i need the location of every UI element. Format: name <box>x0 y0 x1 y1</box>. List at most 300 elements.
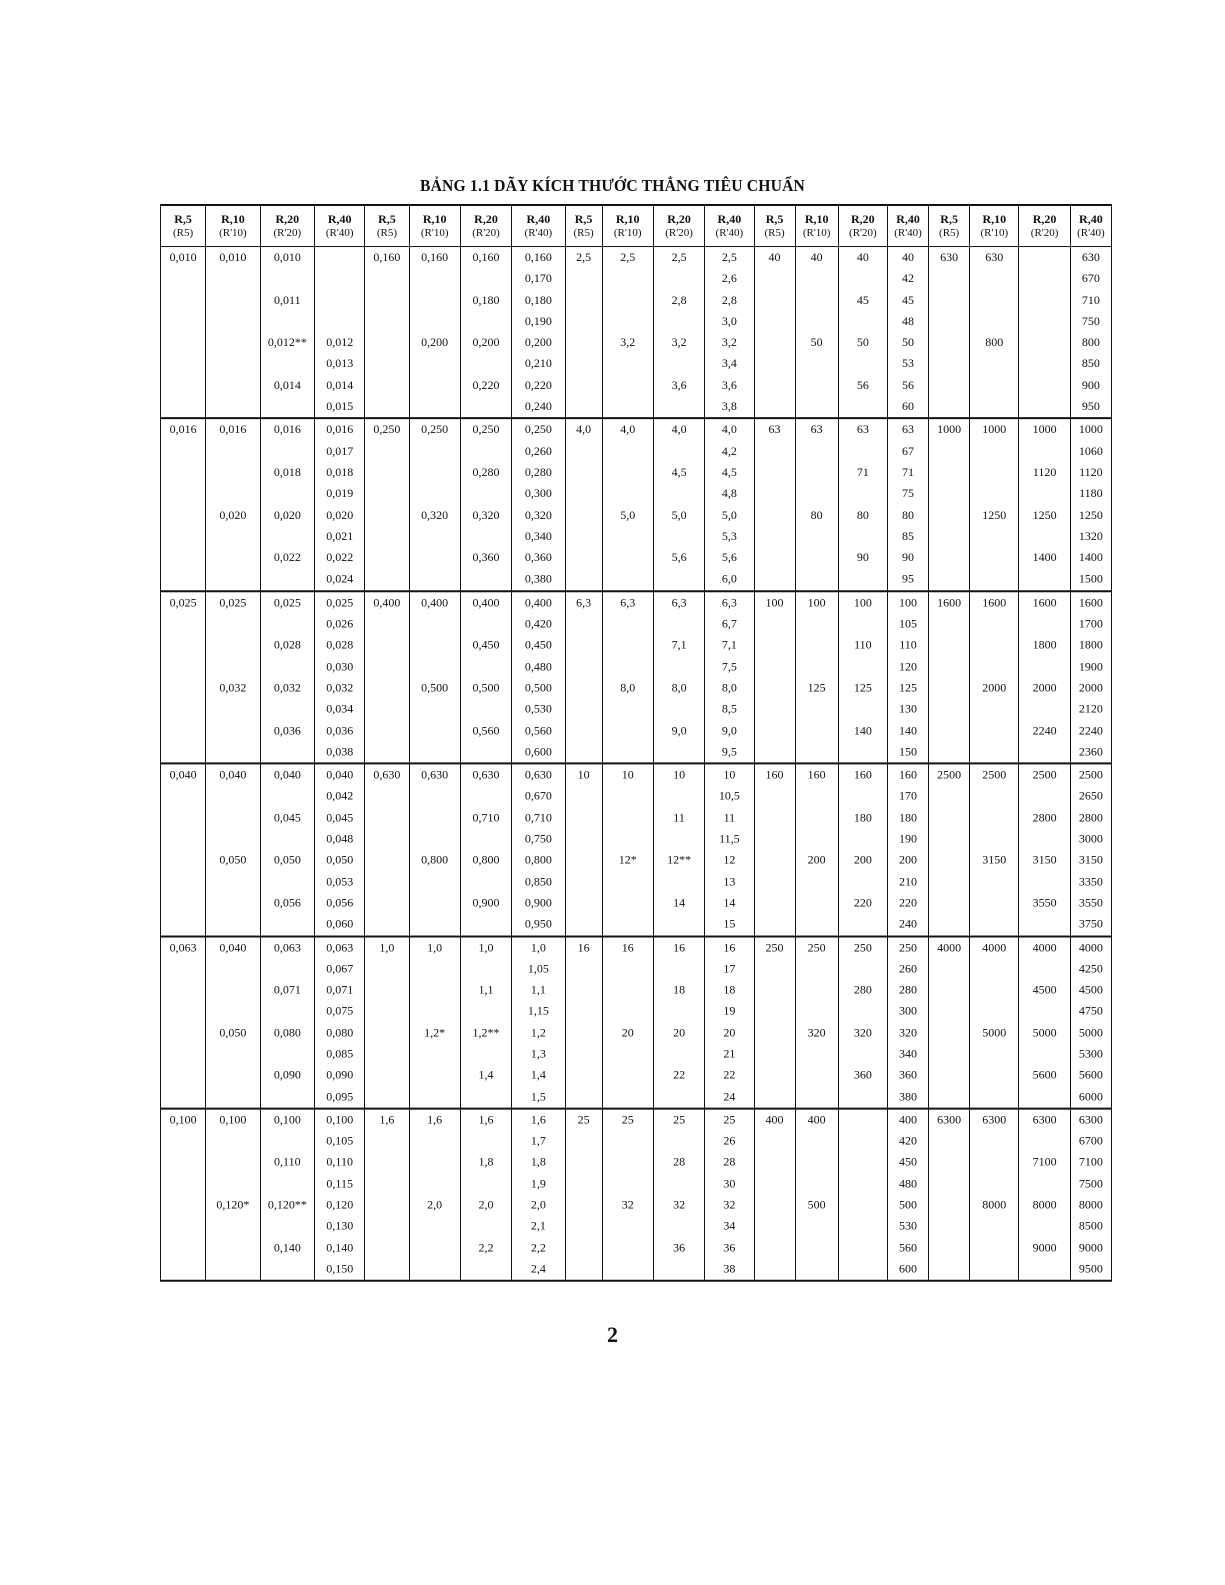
cell-value <box>603 1001 653 1022</box>
cell-value <box>410 1152 460 1173</box>
table-cell <box>970 764 1019 936</box>
cell-value <box>206 1131 259 1152</box>
cell-value <box>161 786 205 807</box>
cell-value <box>365 505 408 526</box>
table-cell <box>161 936 206 1108</box>
cell-value <box>461 613 511 634</box>
cell-value: 0,170 <box>524 271 552 286</box>
table-cell <box>888 764 929 936</box>
cell-value: 0,115 <box>326 1176 353 1191</box>
cell-value <box>461 786 511 807</box>
cell-value: 6,0 <box>721 571 737 586</box>
cell-value <box>654 354 704 375</box>
column-header <box>260 205 314 247</box>
table-cell <box>705 247 754 419</box>
cell-value <box>970 613 1018 634</box>
cell-value: 1600 <box>1032 595 1057 610</box>
cell-value <box>206 699 259 720</box>
cell-value <box>365 958 408 979</box>
cell-value <box>261 526 314 547</box>
cell-value: 1,7 <box>530 1133 546 1148</box>
cell-value <box>461 1259 511 1280</box>
cell-value <box>796 914 838 935</box>
cell-value <box>929 635 969 656</box>
cell-value: 400 <box>899 1112 918 1127</box>
cell-value <box>566 1131 602 1152</box>
cell-value: 0,050 <box>219 1025 247 1040</box>
cell-value: 0,110 <box>274 1155 301 1170</box>
cell-value: 240 <box>899 916 918 931</box>
cell-value: 4,0 <box>576 422 592 437</box>
cell-value <box>261 1173 314 1194</box>
cell-value <box>161 547 205 568</box>
cell-value <box>1019 441 1069 462</box>
cell-value <box>654 1131 704 1152</box>
header-row <box>161 205 1112 247</box>
cell-value: 14 <box>673 895 686 910</box>
cell-value: 25 <box>621 1112 634 1127</box>
cell-value <box>410 547 460 568</box>
cell-value: 0,500 <box>472 680 500 695</box>
cell-value <box>970 807 1018 828</box>
cell-value: 5000 <box>982 1025 1007 1040</box>
cell-value: 105 <box>899 616 918 631</box>
cell-value: 16 <box>577 940 590 955</box>
cell-value <box>365 462 408 483</box>
table-cell <box>929 936 970 1108</box>
cell-value: 2240 <box>1032 722 1057 737</box>
cell-value <box>929 1044 969 1065</box>
cell-value <box>566 547 602 568</box>
cell-value <box>603 980 653 1001</box>
cell-value <box>796 1237 838 1258</box>
cell-value <box>1019 290 1069 311</box>
cell-value <box>929 914 969 935</box>
cell-value <box>365 786 408 807</box>
cell-value: 2500 <box>982 767 1007 782</box>
cell-value <box>603 1216 653 1237</box>
cell-value: 0,080 <box>326 1025 354 1040</box>
cell-value: 0,160 <box>373 250 401 265</box>
cell-value <box>1019 396 1069 417</box>
cell-value: 630 <box>1081 250 1100 265</box>
cell-value <box>654 914 704 935</box>
cell-value: 40 <box>768 250 781 265</box>
table-cell <box>754 247 795 419</box>
cell-value <box>161 1131 205 1152</box>
cell-value <box>654 699 704 720</box>
cell-value: 0,010 <box>219 250 247 265</box>
cell-value: 0,024 <box>326 571 354 586</box>
cell-value: 19 <box>723 1003 736 1018</box>
cell-value: 670 <box>1081 271 1100 286</box>
cell-value <box>566 396 602 417</box>
cell-value <box>566 720 602 741</box>
table-title: BẢNG 1.1 DÃY KÍCH THƯỚC THẲNG TIÊU CHUẨN <box>419 176 806 195</box>
cell-value: 5600 <box>1032 1067 1057 1082</box>
cell-value: 300 <box>899 1003 918 1018</box>
cell-value <box>261 828 314 849</box>
cell-value: 25 <box>723 1112 736 1127</box>
cell-value <box>755 613 795 634</box>
table-row-group <box>161 247 1112 419</box>
column-header-series: R,40 <box>1079 212 1103 227</box>
cell-value <box>365 980 408 1001</box>
cell-value: 6,3 <box>721 595 737 610</box>
column-header-series: R,40 <box>327 212 352 227</box>
cell-value <box>566 828 602 849</box>
table-cell <box>1019 764 1070 936</box>
cell-value: 0,075 <box>326 1003 354 1018</box>
cell-value <box>970 871 1018 892</box>
cell-value: 3150 <box>982 852 1007 867</box>
cell-value: 6,3 <box>576 595 592 610</box>
cell-value: 1,9 <box>530 1176 546 1191</box>
cell-value <box>796 741 838 762</box>
cell-value <box>970 958 1018 979</box>
cell-value <box>755 1216 795 1237</box>
cell-value: 0,017 <box>326 443 354 458</box>
cell-value <box>566 332 602 353</box>
cell-value: 5000 <box>1078 1025 1103 1040</box>
cell-value: 110 <box>899 637 917 652</box>
cell-value: 2,2 <box>530 1240 546 1255</box>
column-header-alt-series: (R'40) <box>1077 227 1105 240</box>
cell-value <box>796 786 838 807</box>
cell-value: 500 <box>807 1197 826 1212</box>
cell-value <box>929 375 969 396</box>
cell-value <box>755 699 795 720</box>
cell-value <box>796 958 838 979</box>
column-header-alt-series: (R5) <box>376 227 397 240</box>
cell-value: 1,4 <box>530 1067 546 1082</box>
cell-value <box>566 958 602 979</box>
cell-value <box>206 462 259 483</box>
table-cell <box>754 764 795 936</box>
table-cell <box>315 1109 365 1281</box>
cell-value <box>365 332 408 353</box>
cell-value: 0,026 <box>326 616 354 631</box>
cell-value: 0,020 <box>326 507 354 522</box>
cell-value: 0,560 <box>472 722 500 737</box>
cell-value <box>410 569 460 590</box>
cell-value <box>796 1065 838 1086</box>
table-cell <box>460 247 511 419</box>
table-cell <box>512 591 565 763</box>
cell-value <box>654 526 704 547</box>
cell-value: 0,150 <box>326 1261 354 1276</box>
cell-value: 2,5 <box>576 250 592 265</box>
cell-value <box>755 1152 795 1173</box>
cell-value: 8000 <box>1032 1197 1057 1212</box>
cell-value <box>161 569 205 590</box>
table-cell <box>795 247 838 419</box>
cell-value <box>410 396 460 417</box>
table-cell <box>409 591 460 763</box>
cell-value <box>970 547 1018 568</box>
table-cell <box>838 764 887 936</box>
cell-value: 32 <box>621 1197 634 1212</box>
cell-value <box>566 807 602 828</box>
table-cell <box>653 419 704 591</box>
cell-value: 71 <box>856 465 869 480</box>
cell-value <box>839 569 887 590</box>
cell-value: 320 <box>853 1025 872 1040</box>
cell-value <box>970 914 1018 935</box>
cell-value: 2,8 <box>671 292 687 307</box>
cell-value: 9000 <box>1032 1240 1057 1255</box>
cell-value <box>365 526 408 547</box>
cell-value: 2000 <box>982 680 1007 695</box>
cell-value: 63 <box>856 422 869 437</box>
cell-value: 125 <box>899 680 918 695</box>
cell-value: 32 <box>673 1197 686 1212</box>
cell-value: 1,5 <box>530 1089 546 1104</box>
cell-value: 10,5 <box>718 788 740 803</box>
cell-value <box>755 720 795 741</box>
cell-value: 13 <box>723 874 736 889</box>
cell-value <box>410 1001 460 1022</box>
cell-value <box>566 569 602 590</box>
cell-value: 2650 <box>1078 788 1103 803</box>
cell-value: 14 <box>723 895 736 910</box>
cell-value: 0,025 <box>273 595 301 610</box>
cell-value <box>796 635 838 656</box>
cell-value <box>929 569 969 590</box>
cell-value <box>161 1022 205 1043</box>
column-header-series: R,10 <box>615 212 640 227</box>
cell-value <box>796 980 838 1001</box>
cell-value: 100 <box>853 595 872 610</box>
cell-value: 1500 <box>1078 571 1103 586</box>
cell-value <box>206 483 259 504</box>
cell-value <box>603 892 653 913</box>
cell-value: 0,400 <box>421 595 449 610</box>
table-cell <box>460 1109 511 1281</box>
cell-value <box>755 914 795 935</box>
table-cell <box>409 764 460 936</box>
table-cell <box>795 591 838 763</box>
cell-value: 0,500 <box>421 680 449 695</box>
cell-value: 0,750 <box>524 831 552 846</box>
cell-value <box>970 375 1018 396</box>
cell-value <box>929 828 969 849</box>
cell-value <box>410 1259 460 1280</box>
table-cell <box>365 1109 409 1281</box>
table-cell <box>512 936 565 1108</box>
table-cell <box>260 247 314 419</box>
cell-value <box>755 505 795 526</box>
cell-value: 0,045 <box>273 810 301 825</box>
cell-value <box>929 1259 969 1280</box>
cell-value <box>365 635 408 656</box>
cell-value: 0,016 <box>326 422 354 437</box>
table-cell <box>795 936 838 1108</box>
cell-value <box>755 1237 795 1258</box>
cell-value <box>365 483 408 504</box>
column-header <box>754 205 795 247</box>
cell-value: 0,090 <box>326 1067 354 1082</box>
cell-value <box>365 720 408 741</box>
cell-value: 0,380 <box>524 571 552 586</box>
cell-value <box>796 720 838 741</box>
table-cell <box>1070 591 1111 763</box>
cell-value: 0,056 <box>273 895 301 910</box>
cell-value <box>839 958 887 979</box>
cell-value <box>161 613 205 634</box>
cell-value: 50 <box>902 335 915 350</box>
cell-value <box>839 1110 887 1131</box>
cell-value: 100 <box>899 595 918 610</box>
cell-value: 0,040 <box>169 767 197 782</box>
cell-value <box>796 656 838 677</box>
cell-value: 140 <box>853 722 872 737</box>
cell-value <box>161 290 205 311</box>
cell-value: 1,0 <box>530 940 546 955</box>
cell-value: 18 <box>723 982 736 997</box>
cell-value <box>1019 958 1069 979</box>
cell-value: 3,6 <box>671 377 687 392</box>
cell-value <box>755 1173 795 1194</box>
cell-value: 600 <box>899 1261 918 1276</box>
cell-value: 180 <box>899 810 918 825</box>
table-body <box>161 247 1112 1281</box>
cell-value <box>365 914 408 935</box>
cell-value: 110 <box>854 637 872 652</box>
cell-value <box>410 914 460 935</box>
table-cell <box>161 419 206 591</box>
cell-value <box>261 958 314 979</box>
cell-value <box>461 569 511 590</box>
cell-value <box>161 462 205 483</box>
cell-value <box>566 441 602 462</box>
cell-value: 0,028 <box>273 637 301 652</box>
cell-value <box>929 807 969 828</box>
cell-value: 0,067 <box>326 961 354 976</box>
cell-value <box>365 1022 408 1043</box>
cell-value <box>603 569 653 590</box>
cell-value: 7500 <box>1078 1176 1103 1191</box>
cell-value <box>566 268 602 289</box>
table-cell <box>1070 764 1111 936</box>
cell-value <box>365 1259 408 1280</box>
cell-value: 3,0 <box>721 313 737 328</box>
cell-value <box>161 1259 205 1280</box>
cell-value <box>929 547 969 568</box>
table-cell <box>206 764 260 936</box>
cell-value: 11 <box>673 810 685 825</box>
cell-value <box>365 613 408 634</box>
cell-value: 200 <box>853 852 872 867</box>
cell-value <box>161 871 205 892</box>
cell-value <box>654 958 704 979</box>
cell-value: 85 <box>902 529 915 544</box>
cell-value: 260 <box>899 961 918 976</box>
cell-value <box>929 441 969 462</box>
cell-value: 0,710 <box>472 810 500 825</box>
cell-value <box>461 1131 511 1152</box>
column-header-series: R,40 <box>717 212 742 227</box>
cell-value <box>161 1216 205 1237</box>
cell-value <box>461 656 511 677</box>
cell-value <box>970 1086 1018 1107</box>
cell-value: 0,250 <box>421 422 449 437</box>
table-cell <box>161 1109 206 1281</box>
cell-value: 1,2* <box>424 1025 446 1040</box>
cell-value <box>839 441 887 462</box>
cell-value <box>161 807 205 828</box>
cell-value: 0,013 <box>326 356 354 371</box>
cell-value: 0,063 <box>169 940 197 955</box>
cell-value: 0,012** <box>267 335 307 350</box>
cell-value <box>796 1173 838 1194</box>
column-header <box>653 205 704 247</box>
cell-value <box>929 1195 969 1216</box>
cell-value: 8,0 <box>620 680 636 695</box>
cell-value <box>796 462 838 483</box>
column-header <box>206 205 260 247</box>
cell-value: 100 <box>765 595 784 610</box>
cell-value <box>206 441 259 462</box>
cell-value <box>461 1086 511 1107</box>
cell-value: 0,120* <box>216 1197 250 1212</box>
cell-value <box>566 871 602 892</box>
cell-value <box>970 311 1018 332</box>
cell-value: 4,0 <box>721 422 737 437</box>
cell-value <box>365 871 408 892</box>
cell-value <box>365 807 408 828</box>
cell-value: 1,0 <box>478 940 494 955</box>
cell-value <box>566 850 602 871</box>
cell-value: 1000 <box>1032 422 1057 437</box>
cell-value: 0,500 <box>524 680 552 695</box>
cell-value: 0,040 <box>273 767 301 782</box>
cell-value <box>839 1086 887 1107</box>
cell-value <box>206 1173 259 1194</box>
cell-value <box>970 290 1018 311</box>
cell-value <box>566 699 602 720</box>
table-cell <box>206 1109 260 1281</box>
cell-value <box>796 396 838 417</box>
cell-value: 1900 <box>1078 658 1103 673</box>
table-cell <box>653 247 704 419</box>
cell-value <box>206 786 259 807</box>
cell-value <box>365 569 408 590</box>
cell-value <box>365 396 408 417</box>
cell-value <box>566 741 602 762</box>
cell-value <box>261 741 314 762</box>
cell-value: 1320 <box>1078 529 1103 544</box>
cell-value <box>603 1259 653 1280</box>
column-header-series: R,10 <box>221 212 245 227</box>
cell-value: 17 <box>723 961 736 976</box>
cell-value: 0,025 <box>326 595 354 610</box>
column-header <box>460 205 511 247</box>
cell-value: 0,120** <box>267 1197 307 1212</box>
table-cell <box>260 936 314 1108</box>
cell-value <box>365 677 408 698</box>
cell-value: 28 <box>723 1155 736 1170</box>
cell-value: 0,630 <box>373 767 401 782</box>
table-cell <box>409 419 460 591</box>
cell-value <box>365 375 408 396</box>
cell-value <box>461 1001 511 1022</box>
table-cell <box>838 247 887 419</box>
cell-value: 1250 <box>1078 507 1103 522</box>
cell-value <box>206 1044 259 1065</box>
cell-value <box>206 635 259 656</box>
cell-value: 3,6 <box>721 377 737 392</box>
